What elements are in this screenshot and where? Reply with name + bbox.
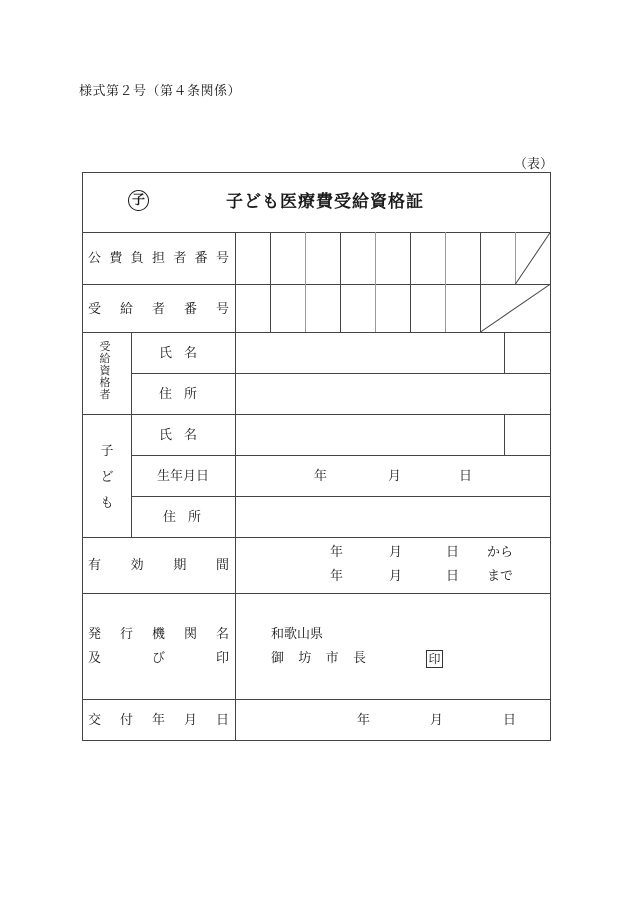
issuer-label-line1: 発 行 機 関 名 (88, 627, 229, 642)
eligible-person-name-label: 氏 名 (159, 346, 197, 361)
child-circle-mark: 子 (128, 190, 149, 211)
birthdate-day-unit: 日 (459, 469, 473, 484)
child-group-label: 子ども (100, 444, 114, 511)
issue-date-year-unit: 年 (357, 713, 371, 728)
child-birthdate-label: 生年月日 (157, 469, 210, 484)
form-title: 子ども医療費受給資格証 (226, 192, 424, 212)
issuer-label-line2: 及 び 印 (88, 651, 229, 666)
child-address-label: 住 所 (163, 510, 201, 525)
official-seal-box: 印 (426, 650, 443, 668)
eligible-person-address-label: 住 所 (159, 387, 197, 402)
validity-to-day: 日 (446, 569, 460, 584)
validity-from-year: 年 (330, 545, 344, 560)
issue-date-month-unit: 月 (430, 713, 444, 728)
diagonal-strike-line (481, 284, 551, 332)
issue-date-day-unit: 日 (503, 713, 517, 728)
public-payer-number-label: 公 費 負 担 者 番 号 (88, 251, 229, 266)
validity-from-month: 月 (389, 545, 403, 560)
validity-to-month: 月 (389, 569, 403, 584)
issue-date-label: 交 付 年 月 日 (88, 713, 229, 728)
recipient-number-label: 受 給 者 番 号 (88, 302, 229, 317)
diagonal-strike-line (516, 232, 551, 284)
birthdate-month-unit: 月 (388, 469, 402, 484)
validity-period-label: 有 効 期 間 (88, 558, 229, 573)
validity-from-day: 日 (446, 545, 460, 560)
validity-from-suffix: から (487, 545, 514, 560)
validity-to-suffix: まで (487, 569, 514, 584)
child-name-label: 氏 名 (159, 428, 197, 443)
validity-to-year: 年 (330, 569, 344, 584)
form-number: 様式第２号（第４条関係） (79, 84, 242, 99)
issuer-prefecture: 和歌山県 (271, 627, 324, 642)
birthdate-year-unit: 年 (314, 469, 328, 484)
front-side-label: （表） (514, 157, 554, 172)
issuer-mayor: 御 坊 市 長 (271, 651, 366, 666)
eligible-person-group-label: 受給資格者 (99, 340, 111, 401)
